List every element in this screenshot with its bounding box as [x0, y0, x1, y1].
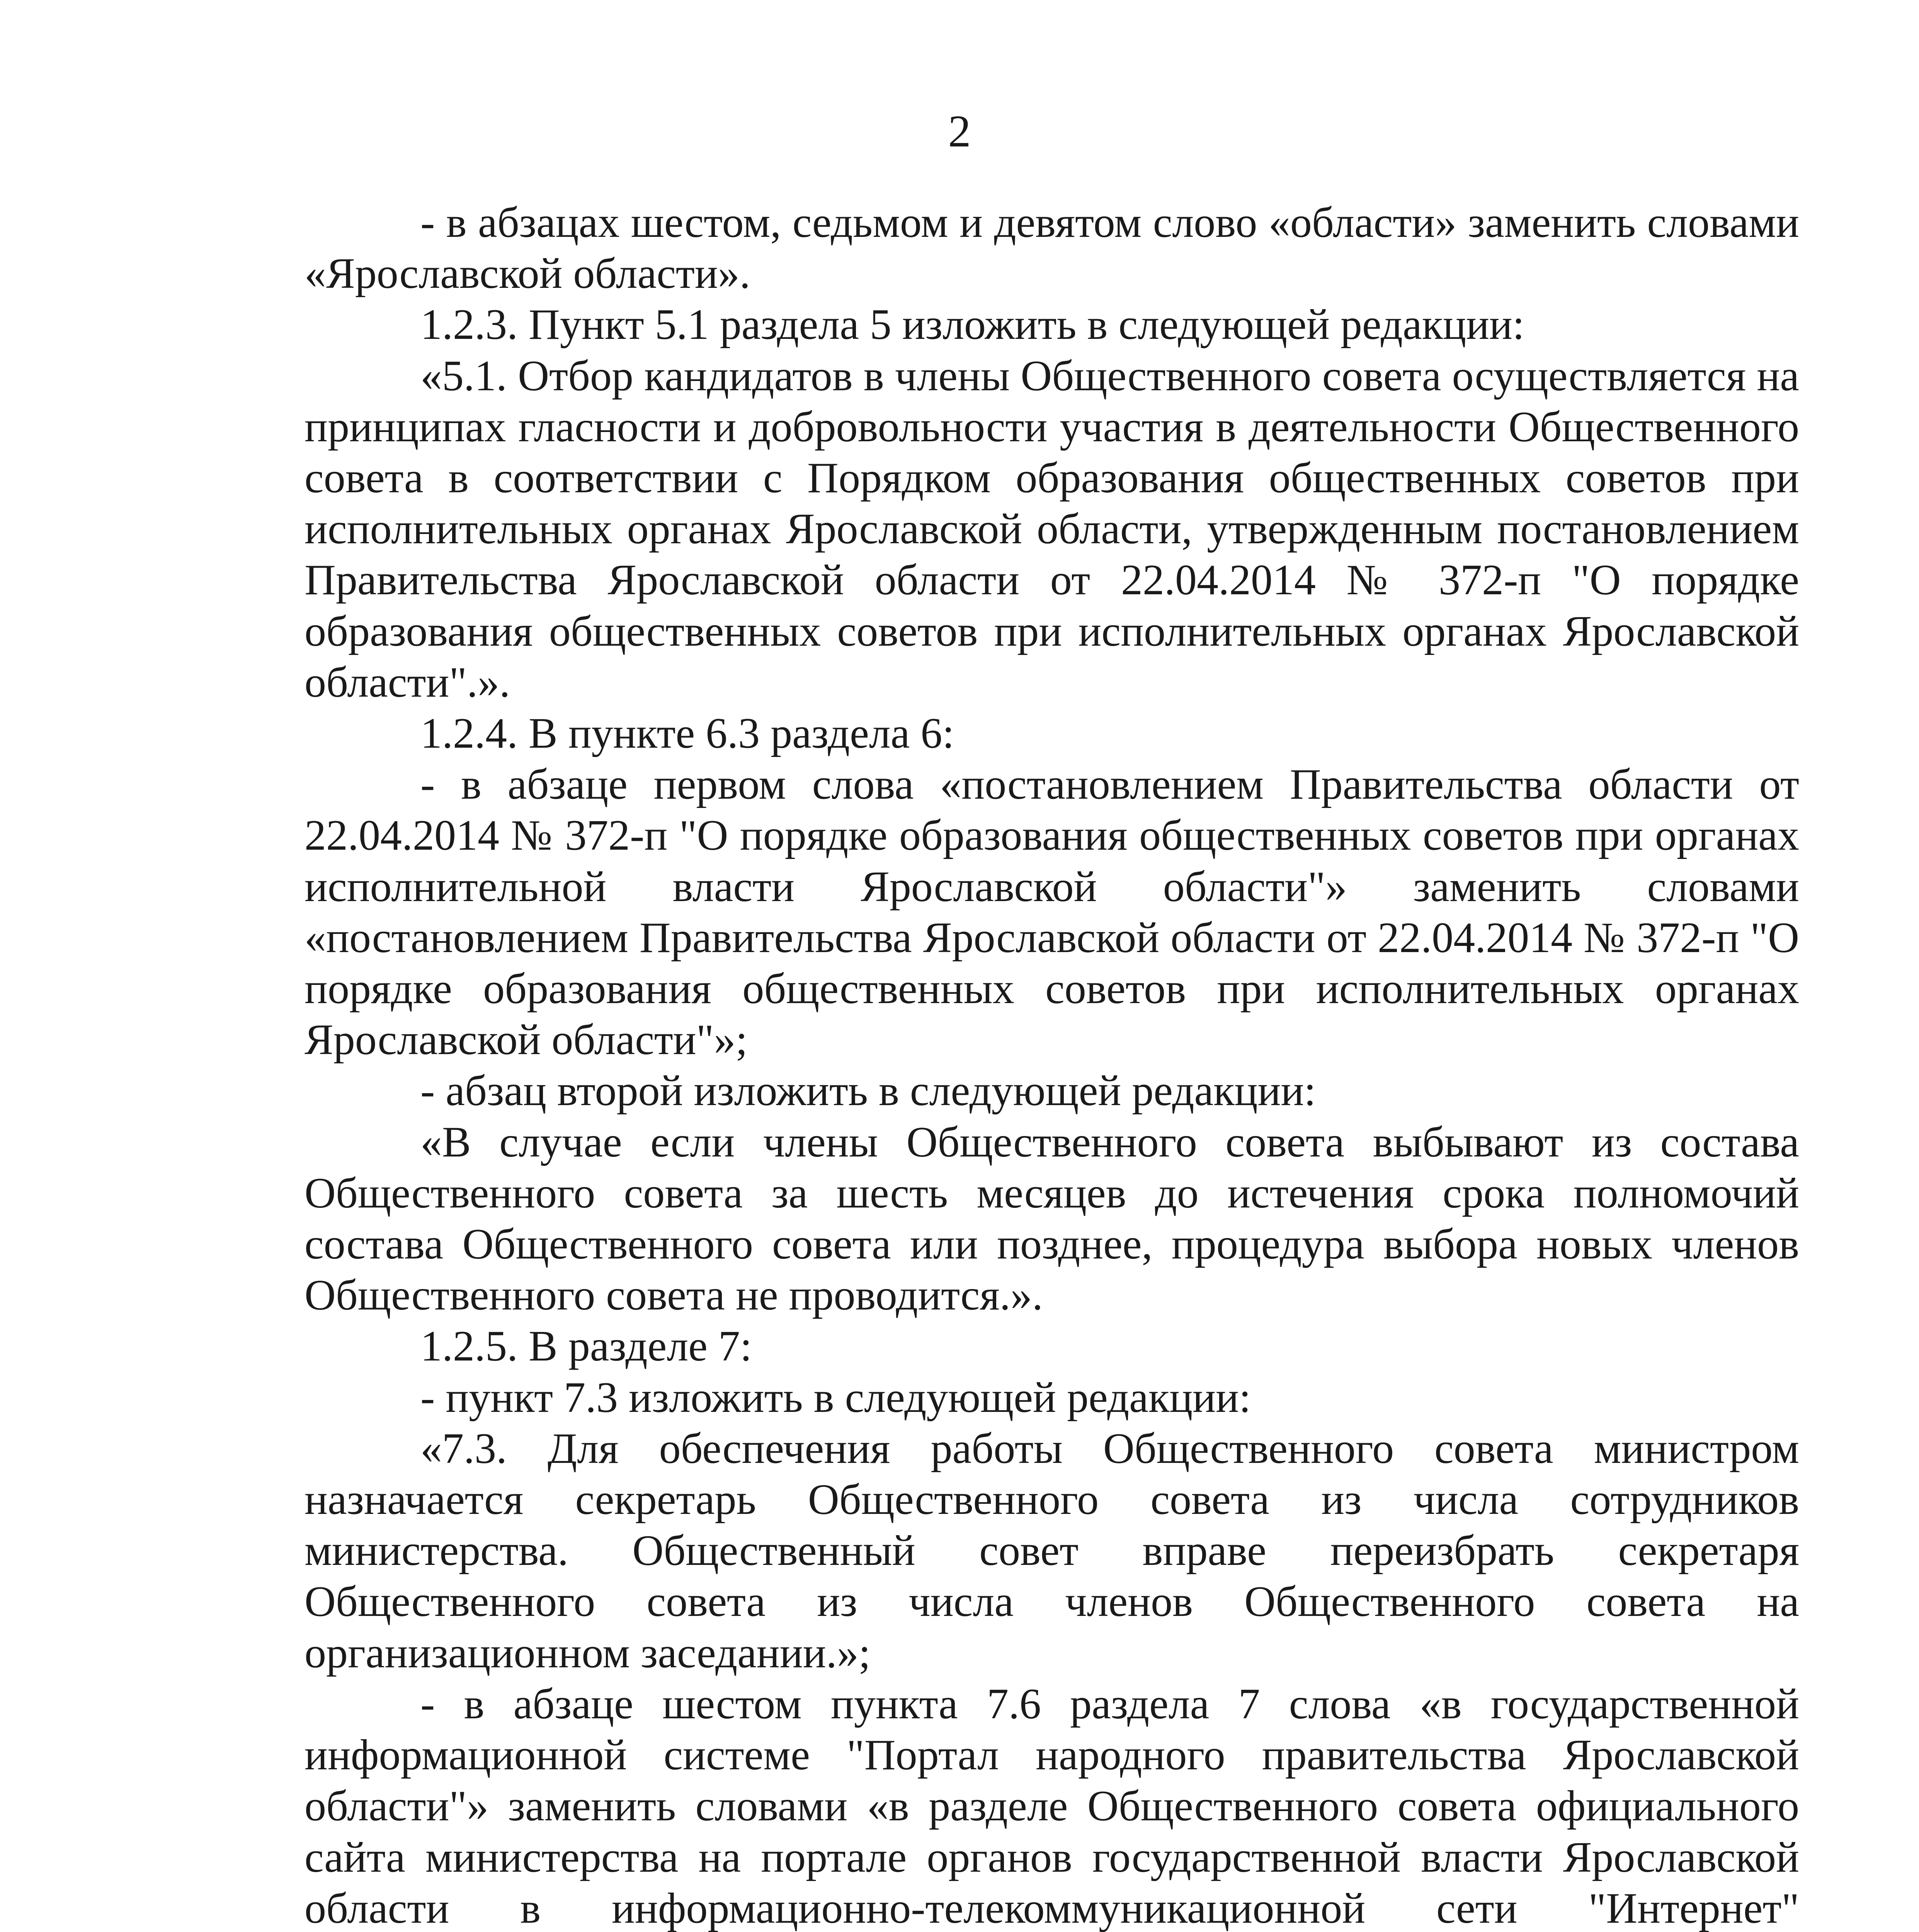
paragraph-7-6-replace: - в абзаце шестом пункта 7.6 раздела 7 слова «в государственной информационной системе "Портал народного правительства Ярославской области"» заменить словами «в разделе Общественного совета официального сайта министерства на портале органов государственной власти Ярославской области в информационно-телекоммуникационной сети "Интернет": [305, 1680, 1799, 1932]
paragraph-6-3-second-text: «В случае если члены Общественного совета выбывают из состава Общественного совета за шесть месяцев до истечения срока полномочий состава Общественного совета или позднее, процедура выбора новых членов Общественного совета не проводится.».: [305, 1118, 1799, 1320]
paragraph-6-3-second-intro: - абзац второй изложить в следующей редакции:: [420, 1067, 1316, 1115]
paragraph-abzatsy-replace: - в абзацах шестом, седьмом и девятом слово «области» заменить словами «Ярославской области».: [305, 199, 1799, 298]
paragraph-1-2-5-heading: 1.2.5. В разделе 7:: [420, 1322, 752, 1371]
paragraph-7-3-text: «7.3. Для обеспечения работы Общественного совета министром назначается секретарь Общественного совета из числа сотрудников министерства. Общественный совет вправе переизбрать секретаря Общественного совета из числа членов Общественного совета на организационном заседании.»;: [305, 1424, 1799, 1677]
paragraph-1-2-3-heading: 1.2.3. Пункт 5.1 раздела 5 изложить в следующей редакции:: [420, 301, 1525, 349]
paragraph-1-2-4-heading: 1.2.4. В пункте 6.3 раздела 6:: [420, 709, 954, 758]
paragraph-6-3-first: - в абзаце первом слова «постановлением Правительства области от 22.04.2014 № 372-п "О порядке образования общественных советов при органах исполнительной власти Ярославской области"» заменить словами «постановлением Правительства Ярославской области от 22.04.2014 № 372-п "О порядке образования общественных советов при исполнительных органах Ярославской области"»;: [305, 760, 1799, 1064]
document-body: [305, 197, 1799, 1932]
page-number: 2: [948, 106, 971, 156]
paragraph-7-3-intro: - пункт 7.3 изложить в следующей редакции:: [420, 1373, 1251, 1422]
paragraph-5-1-text: «5.1. Отбор кандидатов в члены Общественного совета осуществляется на принципах гласности и добровольности участия в деятельности Общественного совета в соответствии с Порядком образования общественных советов при исполнительных органах Ярославской области, утвержденным постановлением Правительства Ярославской области от 22.04.2014 № 372-п "О порядке образования общественных советов при исполнительных органах Ярославской области".».: [305, 352, 1799, 706]
